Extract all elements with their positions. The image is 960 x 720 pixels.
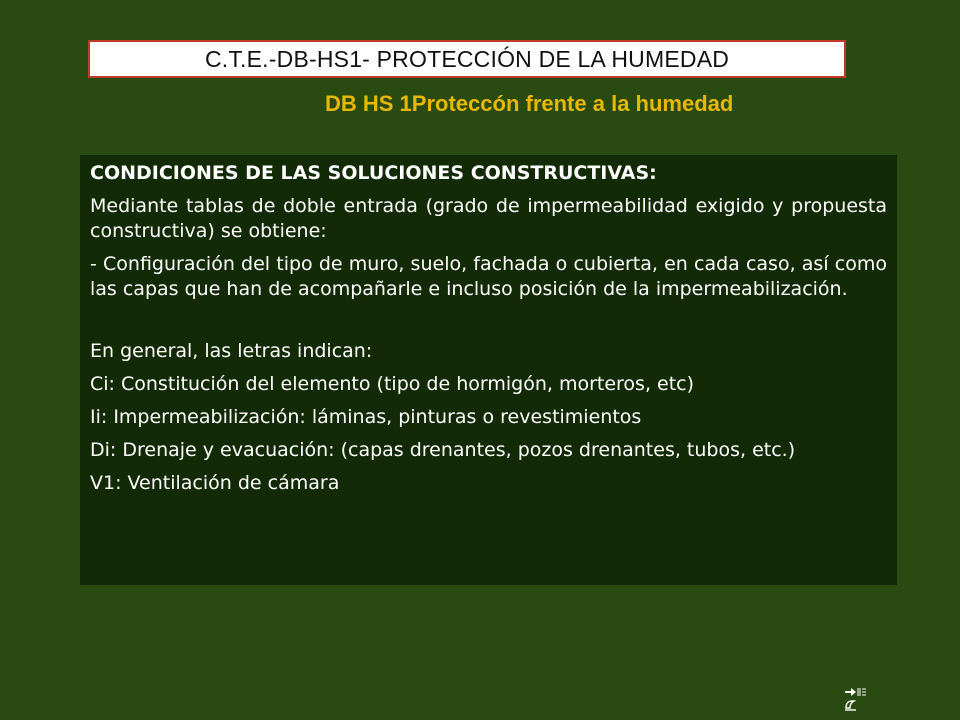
navigation-action-icon-graphic bbox=[842, 684, 872, 714]
content-panel bbox=[80, 155, 897, 585]
paragraph-v1: V1: Ventilación de cámara bbox=[90, 472, 340, 494]
section-heading: CONDICIONES DE LAS SOLUCIONES CONSTRUCTIVAS: bbox=[90, 162, 657, 184]
slide-subtitle: DB HS 1Proteccón frente a la humedad bbox=[325, 91, 734, 116]
navigation-action-icon[interactable] bbox=[842, 684, 872, 714]
slide-title-box bbox=[88, 40, 846, 78]
paragraph-di: Di: Drenaje y evacuación: (capas drenantes, pozos drenantes, tubos, etc.) bbox=[90, 439, 796, 461]
paragraph-configuration: - Configuración del tipo de muro, suelo, fachada o cubierta, en cada caso, así como las capas que han de acompañarle e incluso posición de la impermeabilización. bbox=[90, 253, 887, 300]
paragraph-intro: Mediante tablas de doble entrada (grado de impermeabilidad exigido y propuesta constructiva) se obtiene: bbox=[90, 195, 887, 242]
paragraph-ci: Ci: Constitución del elemento (tipo de hormigón, morteros, etc) bbox=[90, 373, 695, 395]
paragraph-ii: Ii: Impermeabilización: láminas, pinturas o revestimientos bbox=[90, 406, 642, 428]
paragraph-letters-intro: En general, las letras indican: bbox=[90, 340, 373, 362]
spacer bbox=[90, 310, 887, 339]
slide-title: C.T.E.-DB-HS1- PROTECCIÓN DE LA HUMEDAD bbox=[204, 45, 730, 72]
